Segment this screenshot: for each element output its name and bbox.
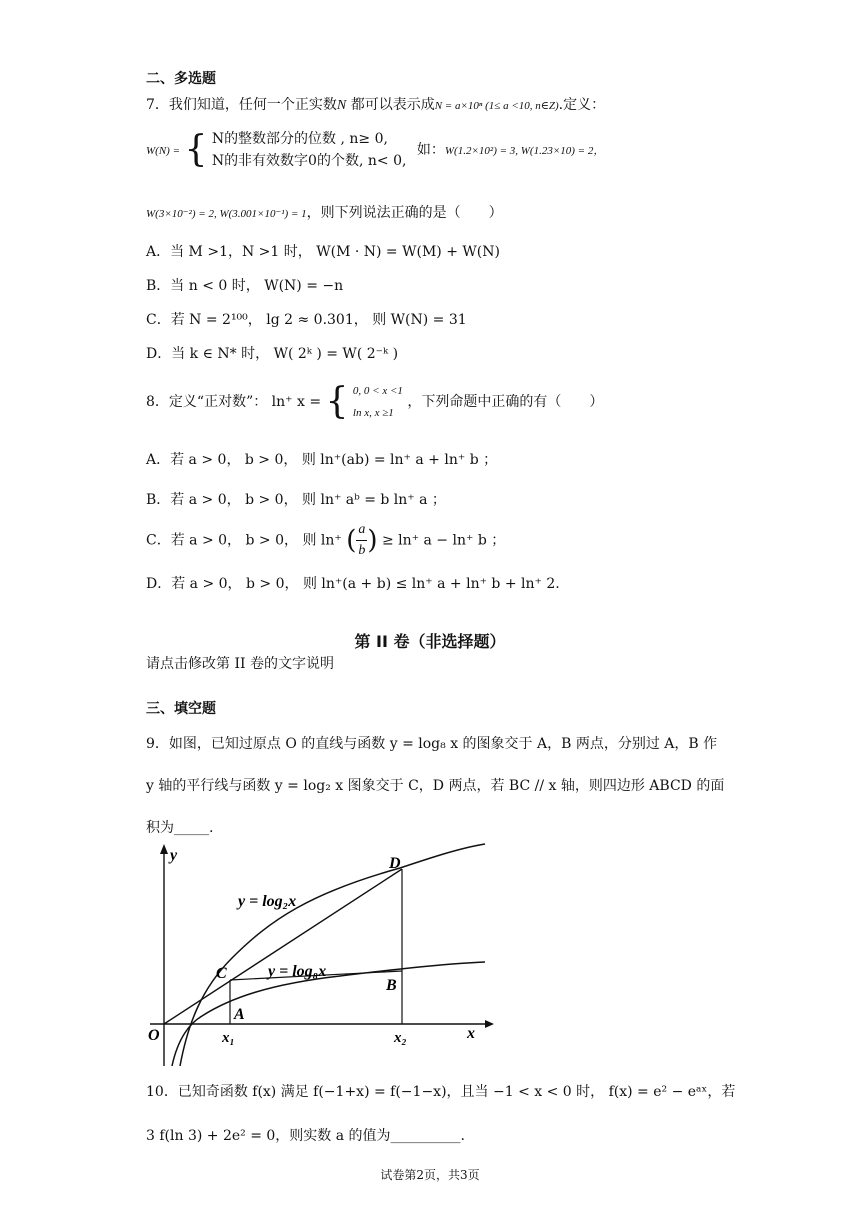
part2-title: 第 II 卷（非选择题）	[354, 632, 506, 651]
q7-example-line	[146, 203, 503, 224]
section-heading-multiple-choice: 二、多选题	[146, 71, 216, 87]
q8-option-b: B．若 a > 0， b > 0， 则 ln⁺ aᵇ = b ln⁺ a ；	[146, 492, 446, 508]
q7-prefix: 7．我们知道，任何一个正实数	[146, 97, 337, 113]
label-y: y	[170, 847, 178, 864]
q8-case2: ln x, x ≥1	[352, 407, 394, 419]
q9-line1: 9．如图，已知过原点 O 的直线与函数 y = log₈ x 的图象交于 A，B 两点，分别过 A，B 作	[146, 736, 718, 752]
q9-line2: y 轴的平行线与函数 y = log₂ x 图象交于 C，D 两点，若 BC // x 轴，则四边形 ABCD 的面	[146, 778, 725, 794]
q7-suffix: .定义：	[558, 97, 606, 113]
page-footer: 试卷第2页，共3页	[380, 1168, 480, 1182]
q8-prefix: 8．定义“正对数”： ln⁺ x =	[146, 394, 322, 410]
label-D: D	[389, 855, 401, 872]
q10-line2: 3 f(ln 3) + 2e² = 0，则实数 a 的值为__________.	[146, 1128, 465, 1144]
q9-figure	[140, 838, 500, 1068]
q7-example2: W(3×10⁻²) = 2, W(3.001×10⁻¹) = 1	[146, 208, 307, 220]
q7-form: N = a×10ⁿ (1≤ a <10, n∈Z)	[434, 100, 559, 112]
q8-option-c	[146, 520, 505, 561]
q8-optc-fraction	[356, 520, 367, 561]
part2-instruction[interactable]: 请点击修改第 II 卷的文字说明	[146, 656, 334, 672]
q7-example1: W(1.2×10²) = 3, W(1.23×10) = 2，	[444, 145, 605, 157]
q8-brace-icon: {	[325, 381, 349, 422]
label-A: A	[234, 1006, 245, 1023]
label-curve-log8: y = log₈x	[268, 963, 327, 980]
label-x: x	[467, 1025, 475, 1042]
y-axis-arrow-icon	[160, 844, 168, 854]
q7-mid: 都可以表示成	[346, 97, 435, 113]
q10-line1: 10．已知奇函数 f(x) 满足 f(−1+x) = f(−1−x)，且当 −1 < x < 0 时， f(x) = e² − eᵃˣ，若	[146, 1084, 736, 1100]
label-O: O	[148, 1027, 160, 1044]
q8-option-d: D．若 a > 0， b > 0， 则 ln⁺(a + b) ≤ ln⁺ a + ln⁺ b + ln⁺ 2.	[146, 576, 560, 592]
q7-brace-icon: {	[184, 129, 208, 170]
q7-cases	[212, 128, 407, 172]
q7-definition	[146, 128, 604, 172]
q8-optc-denominator: b	[358, 543, 366, 558]
q8-optc-pre: C．若 a > 0， b > 0， 则 ln⁺	[146, 532, 342, 549]
q7-option-d: D．当 k ∈ N* 时， W( 2ᵏ ) = W( 2⁻ᵏ )	[146, 346, 399, 362]
label-x1: x₁	[222, 1030, 235, 1046]
q8-optc-post: ≥ ln⁺ a − ln⁺ b ；	[382, 532, 506, 549]
q8-optc-numerator: a	[356, 520, 367, 541]
q7-option-c: C．若 N = 2¹⁰⁰， lg 2 ≈ 0.301， 则 W(N) = 31	[146, 312, 467, 328]
q8-optc-rparen: )	[367, 525, 378, 556]
q8-optc-lparen: (	[346, 525, 357, 556]
q7-case1: N的整数部分的位数 , n≥ 0,	[211, 131, 388, 147]
label-curve-log2: y = log₂x	[238, 893, 297, 910]
q7-option-b: B．当 n < 0 时， W(N) = −n	[146, 278, 344, 294]
q8-suffix: ，下列命题中正确的有（ ）	[407, 394, 604, 410]
q9-line3: 积为_____.	[146, 820, 214, 836]
label-x2: x₂	[394, 1030, 407, 1046]
q7-option-a: A．当 M >1，N >1 时， W(M · N) = W(M) + W(N)	[146, 244, 500, 260]
q8-stem	[146, 380, 603, 424]
q8-option-a: A．若 a > 0， b > 0， 则 ln⁺(ab) = ln⁺ a + ln⁺ b ；	[146, 452, 498, 468]
section-heading-fill-blank: 三、填空题	[146, 701, 216, 717]
q7-example-lead: 如：	[416, 142, 445, 158]
label-B: B	[386, 977, 397, 994]
q7-stem	[146, 95, 605, 116]
x-axis-arrow-icon	[485, 1020, 494, 1028]
q7-w-label: W(N) =	[146, 145, 180, 157]
label-C: C	[216, 965, 227, 982]
q7-case2: N的非有效数字0的个数, n< 0,	[211, 153, 407, 169]
q7-question-end: ，则下列说法正确的是（ ）	[306, 205, 503, 221]
q7-N: N	[336, 98, 347, 113]
q8-cases	[353, 380, 403, 424]
q8-case1: 0, 0 < x <1	[352, 385, 403, 397]
